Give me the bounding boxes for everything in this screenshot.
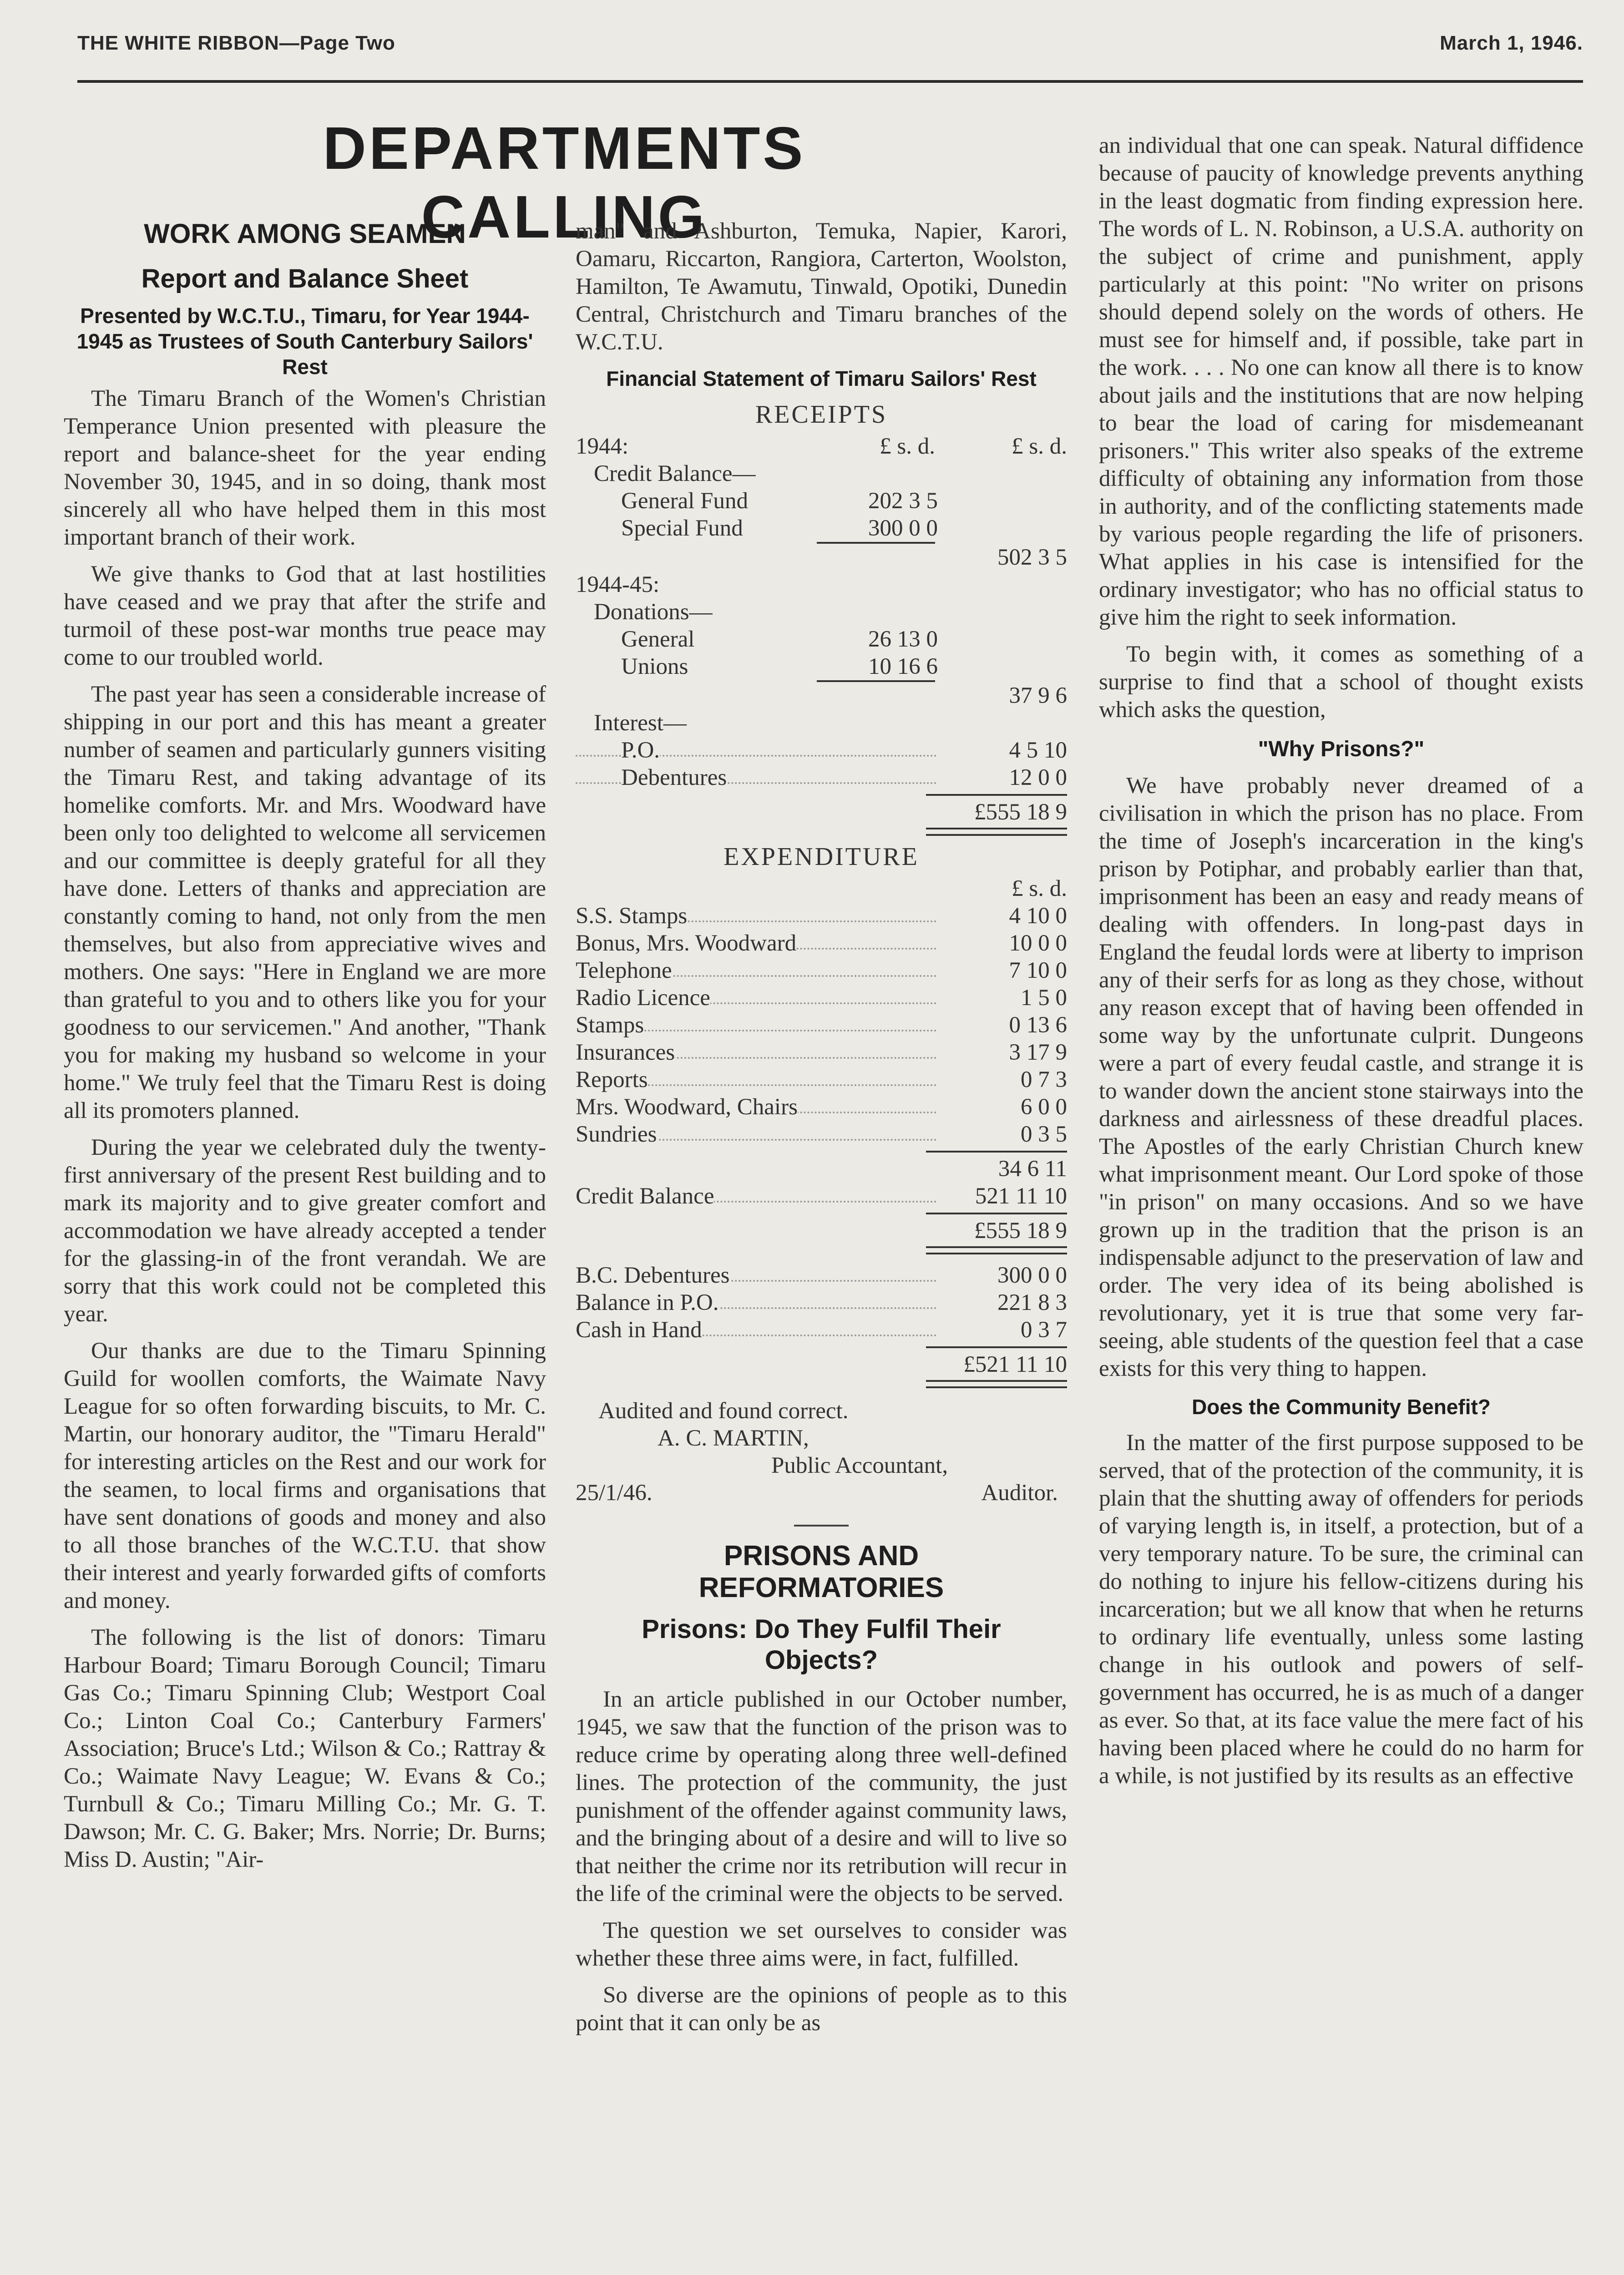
ledger-row [576, 1289, 1067, 1316]
expenditure-subtotal: 34 6 11 [576, 1155, 1067, 1183]
ledger-label: Cash in Hand [576, 1317, 702, 1343]
expenditure-column-heads [576, 875, 1067, 902]
ledger-row [576, 1093, 1067, 1121]
audit-line: Public Accountant, [771, 1453, 948, 1478]
double-rule [926, 1380, 1067, 1388]
seamen-paragraph: The Timaru Branch of the Women's Christian Temperance Union presented with pleasure the report and balance-sheet for the year ending November 30, 1945, and in so doing, thank most sincerely all who have helped them in this most important branch of their work. [64, 386, 546, 550]
ledger-label: Insurances [576, 1040, 675, 1065]
prisons-paragraph: In an article published in our October number, 1945, we saw that the function of the prison was to reduce crime by operating along three well-defined lines. The protection of the community, the just punishment of the offender against community laws, and the bringing about of a desire and will to live so that neither the crime nor its retribution will recur in the life of the criminal were the objects to be served. [576, 1687, 1067, 1906]
seamen-paragraph: We give thanks to God that at last hostilities have ceased and we pray that after the strife and turmoil of these post-war months true peace may come to our troubled world. [64, 561, 546, 670]
donations-label: Donations— [594, 599, 713, 625]
ledger-label: Radio Licence [576, 985, 710, 1011]
ledger-amount: 7 10 0 [937, 957, 1067, 984]
seamen-presented: Presented by W.C.T.U., Timaru, for Year 1944-1945 as Trustees of South Canterbury Sailors' Rest [76, 304, 533, 379]
ledger-label: S.S. Stamps [576, 903, 688, 929]
main-title: DEPARTMENTS CALLING [323, 115, 806, 250]
ledger-label: Balance in P.O. [576, 1290, 719, 1315]
year-label: 1944-45: [576, 572, 660, 597]
ledger-row: Unions 10 16 6 [621, 654, 938, 679]
column-2 [576, 217, 1067, 2046]
ledger-amount: 3 17 9 [937, 1039, 1067, 1066]
total-rule [926, 1213, 1067, 1214]
page-header [77, 28, 1583, 60]
balance-total: £521 11 10 [576, 1351, 1067, 1378]
seamen-subtitle: Report and Balance Sheet [141, 264, 469, 293]
prisons-paragraph: We have probably never dreamed of a civilisation in which the prison has no place. From the time of Joseph's incarceration in the king's prison by Potiphar, and probably earlier than that, imprisonment has been an easy and ready means of dealing with offenders. In long-past days in England the feudal lords were at liberty to imprison any of their serfs for as long as they chose, without any reason except that of having been offended in some way by the unfortunate culprit. Dungeons were a part of every feudal castle, and strange it is to wander down the ancient stone stairways into the darkness and airlessness of these dreadful places. The Apostles of the early Christian Church knew what imprisonment meant. Our Lord spoke of those "in prison" on many occasions. And so we have grown up in the tradition that the prison is an indispensable adjunct to the preservation of law and order. The very idea of its being abolished is revolutionary, yet it is true that some very far-seeing, able students of the question feel that a case exists for this very thing to happen. [1099, 773, 1584, 1381]
expenditure-total: £555 18 9 [576, 1217, 1067, 1244]
ledger-row [576, 1121, 1067, 1148]
financial-title: Financial Statement of Timaru Sailors' Rest [606, 367, 1037, 390]
audit-footer [576, 1479, 1067, 1507]
currency-head: £ s. d. [1012, 876, 1067, 901]
ledger-label: Sundries [576, 1122, 657, 1147]
ledger-row: Debentures 12 0 0 [576, 764, 1067, 791]
audit-block [576, 1397, 1067, 1507]
audit-line: Audited and found correct. [598, 1398, 849, 1424]
audit-date: 25/1/46. [576, 1480, 653, 1506]
seamen-paragraph: During the year we celebrated duly the twenty-first anniversary of the present Rest building and to mark its majority and to give greater comfort and accommodation we have already accepted a tender for the glassing-in of the front verandah. We are sorry that this work could not be completed this year. [64, 1135, 546, 1327]
column-3 [1099, 132, 1584, 1799]
ledger-amount: 1 5 0 [937, 984, 1067, 1011]
ledger-row [576, 902, 1067, 930]
prisons-paragraph: an individual that one can speak. Natural diffidence because of paucity of knowledge prevents anything in the least dogmatic from finding expression here. The words of L. N. Robinson, a U.S.A. authority on the subject of crime and punishment, apply particularly at this point: "No writer on prisons should depend solely on the words of others. He must see for himself and, if possible, take part in the work. . . . No one can know all there is to know about jails and the institutions that are now helping to bear the load of caring for misdemeanant prisoners." This writer also speaks of the extreme difficulty of obtaining any information from those in authority, and of the conflicting statements made by various people regarding the life of prisoners. What applies in his case is intensified for the ordinary investigator; who has no official status to give him the right to seek information. [1099, 133, 1584, 630]
ledger-row: Credit Balance 521 11 10 [576, 1183, 1067, 1209]
audit-role: Auditor. [981, 1480, 1058, 1506]
seamen-paragraph: The following is the list of donors: Timaru Harbour Board; Timaru Borough Council; Timaru Gas Co.; Timaru Spinning Club; Westport Coal Co.; Linton Coal Co.; Canterbury Farmers' Association; Bruce's Ltd.; Wilson & Co.; Rattray & Co.; Waimate Navy League; W. Evans & Co.; Turnbull & Co.; Timaru Milling Co.; Mr. G. T. Dawson; Mr. C. G. Baker; Mrs. Norrie; Dr. Burns; Miss D. Austin; "Air- [64, 1625, 546, 1872]
total-rule [926, 1346, 1067, 1348]
seamen-continued: man" and Ashburton, Temuka, Napier, Karori, Oamaru, Riccarton, Rangiora, Carterton, Woolston, Hamilton, Te Awamutu, Tinwald, Opotiki, Dunedin Central, Christchurch and Timaru branches of the W.C.T.U. [576, 218, 1067, 355]
total-rule [926, 1151, 1067, 1153]
community-benefit-heading: Does the Community Benefit? [1192, 1395, 1491, 1419]
ledger-row: P.O. 4 5 10 [576, 737, 1067, 764]
currency-head: £ s. d. [1012, 434, 1067, 459]
seamen-paragraph: Our thanks are due to the Timaru Spinning Guild for woollen comforts, the Waimate Navy League for so often forwarding biscuits, to Mr. C. Martin, our honorary auditor, the "Timaru Herald" for interesting articles on the Rest and our work for the seamen, to local firms and organisations that have sent donations of goods and money and also to all those branches of the W.C.T.U. that show their interest and yearly forwarded gifts of comforts and money. [64, 1338, 546, 1613]
seamen-title: WORK AMONG SEAMEN [144, 218, 466, 249]
header-rule [77, 80, 1583, 83]
ledger-row [576, 984, 1067, 1011]
ledger-row [576, 930, 1067, 957]
ledger-row: Special Fund 300 0 0 [621, 516, 938, 541]
ledger-amount: 4 10 0 [937, 902, 1067, 930]
column-1 [64, 217, 546, 1883]
ledger-amount: 0 13 6 [937, 1011, 1067, 1039]
ledger-row [576, 1039, 1067, 1066]
ledger-row [576, 1011, 1067, 1039]
ledger-amount: 0 7 3 [937, 1066, 1067, 1093]
why-prisons-heading: "Why Prisons?" [1258, 737, 1425, 761]
double-rule [926, 1246, 1067, 1254]
total-rule [926, 794, 1067, 796]
ledger-row [576, 1066, 1067, 1093]
ledger-amount: 300 0 0 [937, 1262, 1067, 1289]
expenditure-list [576, 902, 1067, 1148]
ledger-row: General Fund 202 3 5 [621, 488, 938, 514]
ledger-amount: 0 3 7 [937, 1316, 1067, 1344]
ledger-label: Telephone [576, 958, 672, 983]
ledger-subtotal: 37 9 6 [576, 682, 1067, 709]
credit-balance-label: Credit Balance— [594, 461, 756, 486]
ledger-label: Bonus, Mrs. Woodward [576, 930, 797, 956]
prisons-paragraph: To begin with, it comes as something of a surprise to find that a school of thought exists which asks the question, [1099, 642, 1584, 723]
prisons-paragraph: In the matter of the first purpose supposed to be served, that of the protection of the community, it is plain that the shutting away of offenders for periods of varying length is, in itself, a protection, but of a very temporary nature. To be sure, the criminal can do nothing to injure his fellow-citizens during his incarceration; but we all know that when he returns to ordinary life eventually, unless some lasting change in his outlook and powers of self-government has occurred, he is as much of a danger as ever. So that, at its face value the mere fact of his having been placed where he could do no harm for a while, is not justified by its results as an effective [1099, 1430, 1584, 1789]
prisons-paragraph: The question we set ourselves to consider was whether these three aims were, in fact, fulfilled. [576, 1918, 1067, 1971]
prisons-title: PRISONS AND REFORMATORIES [698, 1540, 944, 1603]
expenditure-heading: EXPENDITURE [723, 843, 919, 871]
ledger-label: Stamps [576, 1012, 644, 1038]
ledger-row: General 26 13 0 [621, 627, 938, 652]
double-rule [926, 828, 1067, 836]
interest-label: Interest— [594, 710, 687, 736]
ledger-label: Mrs. Woodward, Chairs [576, 1094, 798, 1120]
auditor-name: A. C. MARTIN, [658, 1426, 809, 1451]
ledger-subtotal: 502 3 5 [576, 544, 1067, 571]
prisons-paragraph: So diverse are the opinions of people as to this point that it can only be as [576, 1982, 1067, 2036]
ledger-row [576, 1316, 1067, 1344]
receipts-column-heads [576, 433, 1067, 460]
section-divider [794, 1525, 849, 1527]
receipts-total: £555 18 9 [576, 799, 1067, 826]
ledger-row [576, 957, 1067, 984]
ledger-amount: 6 0 0 [937, 1093, 1067, 1121]
balance-list [576, 1262, 1067, 1344]
ledger-amount: 10 0 0 [937, 930, 1067, 957]
ledger-label: Reports [576, 1067, 648, 1092]
ledger-label: B.C. Debentures [576, 1263, 730, 1288]
prisons-subtitle: Prisons: Do They Fulfil Their Objects? [642, 1614, 1001, 1675]
header-date: March 1, 1946. [1440, 32, 1583, 54]
receipts-heading: RECEIPTS [755, 400, 888, 429]
currency-head: £ s. d. [880, 434, 935, 459]
ledger-amount: 221 8 3 [937, 1289, 1067, 1316]
seamen-paragraph: The past year has seen a considerable increase of shipping in our port and this has meant a greater number of seamen and particularly gunners visiting the Timaru Rest, and taking advantage of its homelike comforts. Mr. and Mrs. Woodward have been only too delighted to welcome all servicemen and our committee is deeply grateful for all they have done. Letters of thanks and appreciation are constantly coming to hand, not only from the men themselves, but also from appreciative wives and mothers. One says: "Here in England we are more than grateful to you and to others like you for your goodness to our servicemen." And another, "Thank you for making my husband so welcome in your home." We truly feel that the Timaru Rest is doing all its promoters planned. [64, 682, 546, 1123]
ledger-row [576, 1262, 1067, 1289]
year-label: 1944: [576, 434, 629, 459]
ledger-amount: 0 3 5 [937, 1121, 1067, 1148]
header-publication: THE WHITE RIBBON—Page Two [77, 32, 395, 54]
